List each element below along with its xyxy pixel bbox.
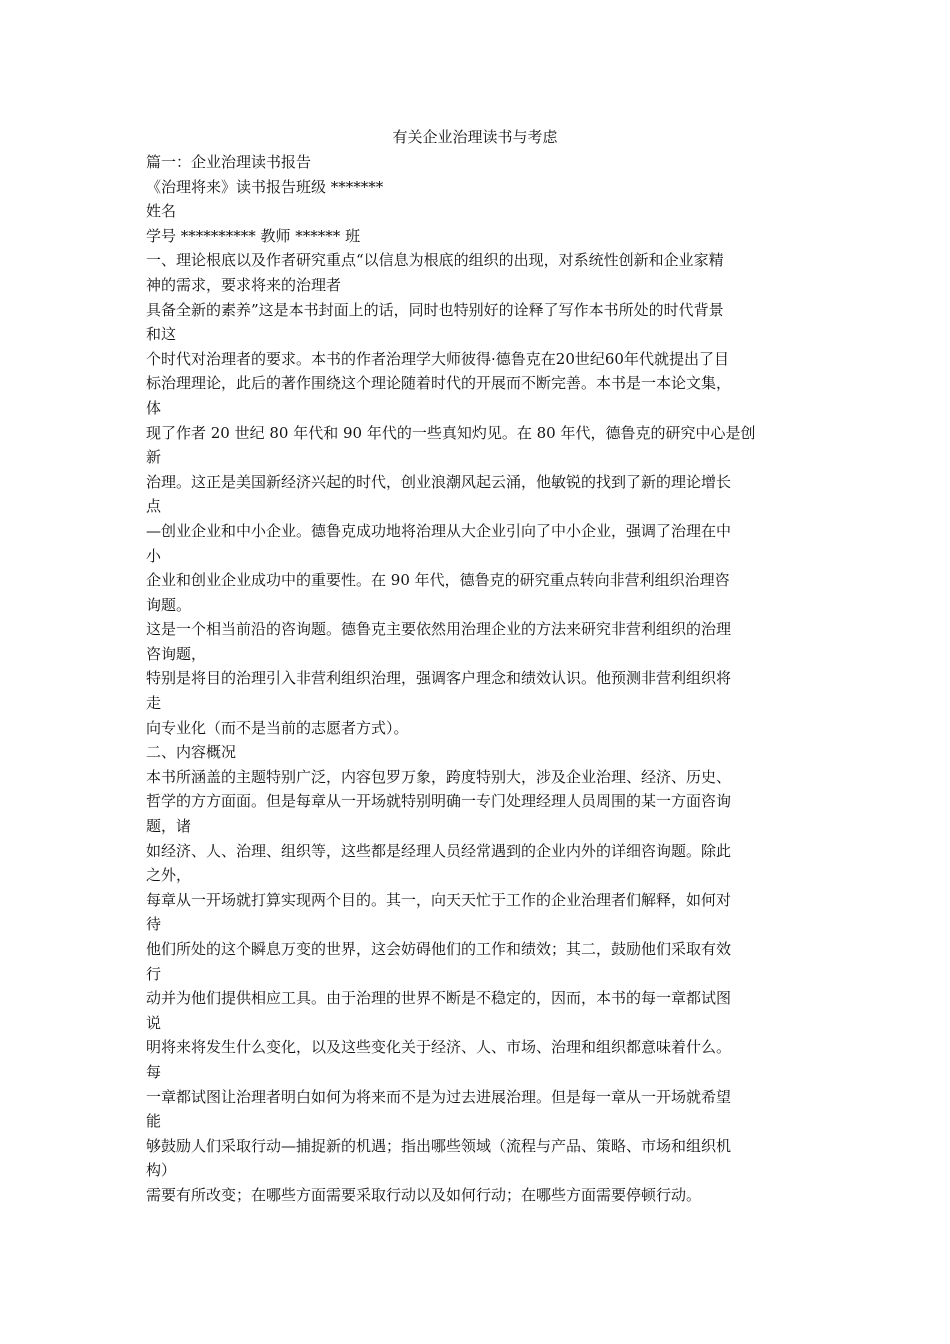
text-line: —创业企业和中小企业。德鲁克成功地将治理从大企业引向了中小企业，强调了治理在中 <box>146 521 732 540</box>
text-line: 一、理论根底以及作者研究重点“以信息为根底的组织的出现，对系统性创新和企业家精 <box>146 251 724 270</box>
text-line: 说 <box>146 1013 162 1032</box>
text-line: 治理。这正是美国新经济兴起的时代，创业浪潮风起云涌，他敏锐的找到了新的理论增长 <box>146 472 732 491</box>
text-line: 走 <box>146 694 162 713</box>
text-line: 每 <box>146 1062 162 1081</box>
text-line: 一章都试图让治理者明白如何为将来而不是为过去进展治理。但是每一章从一开场就希望 <box>146 1087 732 1106</box>
text-line: 向专业化（而不是当前的志愿者方式）。 <box>146 718 409 737</box>
text-line: 每章从一开场就打算实现两个目的。其一，向天天忙于工作的企业治理者们解释，如何对 <box>146 890 732 909</box>
text-line: 询题。 <box>146 595 192 614</box>
text-line: 这是一个相当前沿的咨询题。德鲁克主要依然用治理企业的方法来研究非营利组织的治理 <box>146 620 732 639</box>
text-line: 姓名 <box>146 202 177 221</box>
text-line: 点 <box>146 497 162 516</box>
text-line: 构） <box>146 1161 177 1180</box>
text-line: 能 <box>146 1112 162 1131</box>
text-line: 动并为他们提供相应工具。由于治理的世界不断是不稳定的，因而，本书的每一章都试图 <box>146 989 732 1008</box>
text-line: 个时代对治理者的要求。本书的作者治理学大师彼得·德鲁克在20世纪60年代就提出了目 <box>146 349 729 368</box>
text-line: 现了作者 20 世纪 80 年代和 90 年代的一些真知灼见。在 80 年代，德鲁克的研究中心是创 <box>146 423 756 442</box>
text-line: 题，诸 <box>146 817 192 836</box>
text-line: 二、内容概况 <box>146 743 237 762</box>
text-line: 体 <box>146 398 162 417</box>
text-line: 明将来将发生什么变化，以及这些变化关于经济、人、市场、治理和组织都意味着什么。 <box>146 1038 732 1057</box>
document-title: 有关企业治理读书与考虑 <box>392 128 558 146</box>
text-line: 小 <box>146 546 162 565</box>
text-line: 企业和创业企业成功中的重要性。在 90 年代，德鲁克的研究重点转向非营利组织治理咨 <box>146 571 730 590</box>
text-line: 和这 <box>146 325 177 344</box>
text-line: 具备全新的素养”这是本书封面上的话，同时也特别好的诠释了写作本书所处的时代背景 <box>146 300 724 319</box>
text-line: 需要有所改变；在哪些方面需要采取行动以及如何行动；在哪些方面需要停顿行动。 <box>146 1185 702 1204</box>
text-line: 《治理将来》读书报告班级 ******* <box>146 177 384 196</box>
text-line: 神的需求，要求将来的治理者 <box>146 275 342 294</box>
text-line: 待 <box>146 915 162 934</box>
text-line: 行 <box>146 964 162 983</box>
text-line: 够鼓励人们采取行动—捕捉新的机遇；指出哪些领域（流程与产品、策略、市场和组织机 <box>146 1136 732 1155</box>
text-line: 之外， <box>146 866 192 885</box>
text-line: 新 <box>146 448 162 467</box>
text-line: 篇一：企业治理读书报告 <box>146 153 312 171</box>
text-line: 哲学的方方面面。但是每章从一开场就特别明确一专门处理经理人员周围的某一方面咨询 <box>146 792 732 811</box>
text-line: 特别是将目的治理引入非营利组织治理，强调客户理念和绩效认识。他预测非营利组织将 <box>146 669 732 688</box>
text-line: 咨询题， <box>146 644 207 663</box>
text-line: 学号 ********** 教师 ****** 班 <box>146 226 361 245</box>
text-line: 他们所处的这个瞬息万变的世界，这会妨碍他们的工作和绩效；其二，鼓励他们采取有效 <box>146 940 732 958</box>
text-line: 如经济、人、治理、组织等，这些都是经理人员经常遇到的企业内外的详细咨询题。除此 <box>146 841 732 860</box>
text-line: 本书所涵盖的主题特别广泛，内容包罗万象，跨度特别大，涉及企业治理、经济、历史、 <box>146 767 732 786</box>
text-line: 标治理理论，此后的著作围绕这个理论随着时代的开展而不断完善。本书是一本论文集， <box>146 374 732 393</box>
document-body <box>146 150 816 1208</box>
